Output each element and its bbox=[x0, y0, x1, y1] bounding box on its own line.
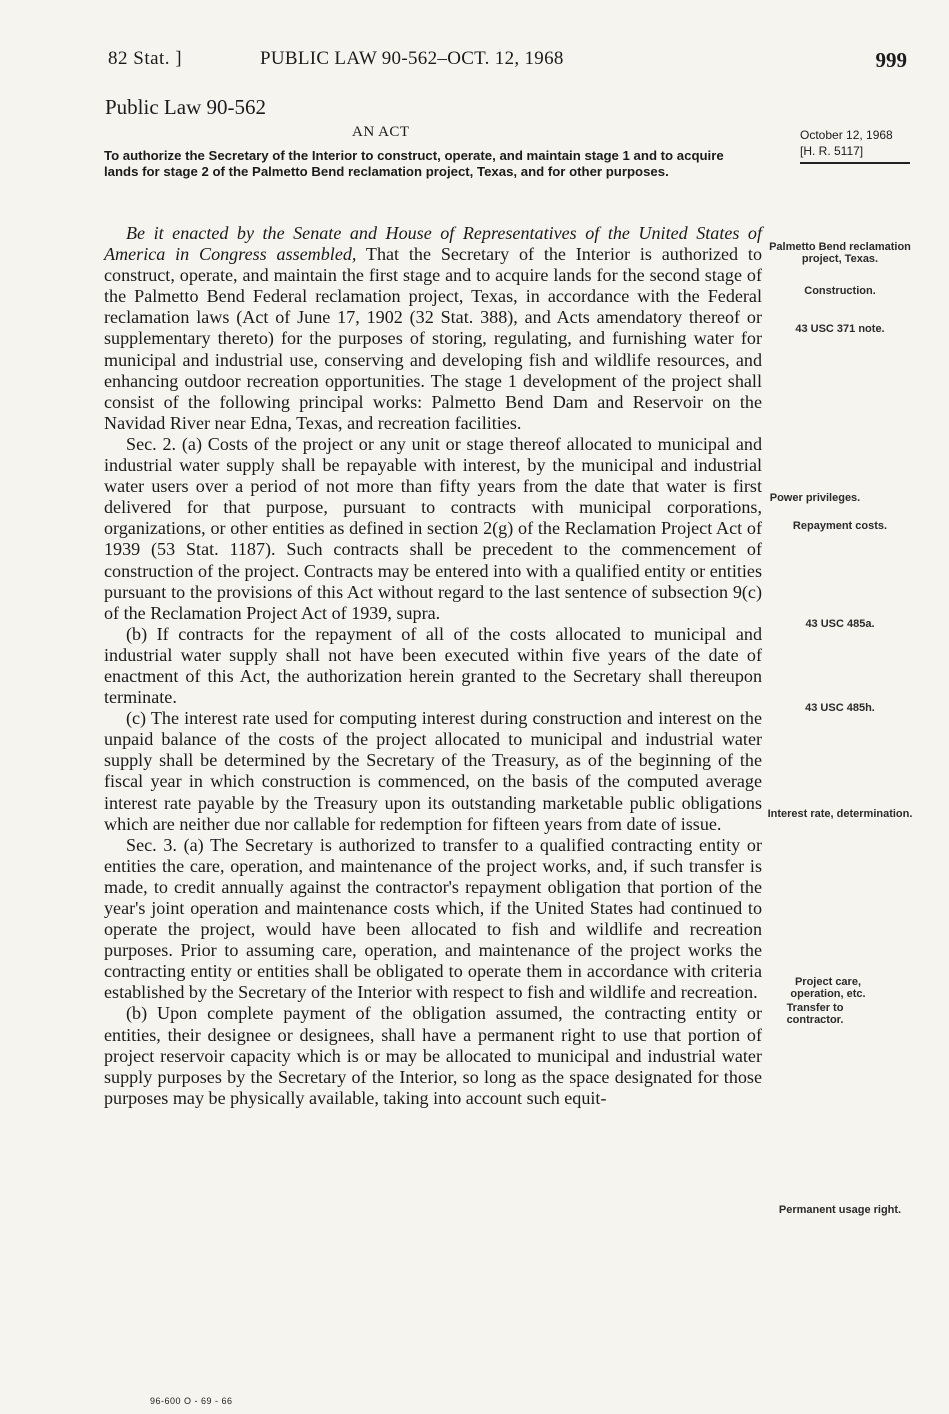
act-title: To authorize the Secretary of the Interior to construct, operate, and maintain stage 1 and to acquire lands for stage 2 of the Palmetto Bend reclamation project, Texas, and for other purposes. bbox=[104, 148, 724, 179]
section-1 bbox=[104, 223, 762, 434]
act-body bbox=[104, 223, 762, 1109]
margin-note-interest: Interest rate, determination. bbox=[767, 808, 913, 820]
margin-note-usc485a: 43 USC 485a. bbox=[805, 618, 875, 630]
margin-note-project-care: Project care, operation, etc. bbox=[790, 976, 866, 1000]
page-number: 999 bbox=[875, 48, 907, 72]
margin-note-construction: Construction. bbox=[804, 285, 876, 297]
margin-note-power: Power privileges. bbox=[769, 492, 861, 504]
section-2b: (b) If contracts for the repayment of all of the costs allocated to municipal and industrial water supply shall not have been executed within five years of the date of enactment of this Act, the authorization herein granted to the Secretary shall thereupon terminate. bbox=[104, 623, 762, 708]
running-title: PUBLIC LAW 90-562–OCT. 12, 1968 bbox=[260, 48, 564, 69]
an-act-heading: AN ACT bbox=[352, 124, 410, 140]
margin-note-usc371: 43 USC 371 note. bbox=[795, 323, 885, 335]
margin-note-transfer: Transfer to contractor. bbox=[786, 1002, 844, 1026]
section-1-text: That the Secretary of the Interior is authorized to construct, operate, and maintain the first stage and to acquire lands for the second stage of the Palmetto Bend Federal reclamation project, Texas, in accordance with the Federal reclamation laws (Act of June 17, 1902 (32 Stat. 388), and Acts amendatory thereof or supplementary thereto) for the purposes of storing, regulating, and furnishing water for municipal and industrial use, conserving and developing fish and wildlife resources, and enhancing outdoor recreation opportunities. The stage 1 development of the project shall consist of the following principal works: Palmetto Bend Dam and Reservoir on the Navidad River near Edna, Texas, and recreation facilities. bbox=[104, 244, 762, 433]
section-3b: (b) Upon complete payment of the obligation assumed, the contracting entity or entities, their designee or designees, shall have a permanent right to use that portion of project reservoir capacity which is or may be allocated to municipal and industrial water supply purposes by the Secretary of the Interior, so long as the space designated for those purposes may be physically available, taking into account such equit- bbox=[104, 1003, 762, 1108]
bill-number: [H. R. 5117] bbox=[800, 144, 864, 158]
date-rule bbox=[800, 162, 910, 164]
enactment-date: October 12, 1968 bbox=[800, 128, 893, 142]
margin-note-repayment: Repayment costs. bbox=[792, 520, 888, 532]
enacting-clause: Be it enacted by the Senate and House of Representatives of the United States of America in Congress assembled, bbox=[104, 223, 762, 265]
running-head bbox=[108, 48, 907, 78]
print-code: 96-600 O - 69 - 66 bbox=[150, 1396, 233, 1406]
margin-note-permanent: Permanent usage right. bbox=[778, 1204, 902, 1216]
section-3a: Sec. 3. (a) The Secretary is authorized to transfer to a qualified contracting entity or entities the care, operation, and maintenance of the project works, and, if such transfer is made, to credit annually against the contractor's repayment obligation that portion of the year's joint operation and maintenance costs which, if the United States had continued to operate the project, would have been allocated to fish and wildlife and recreation purposes. Prior to assuming care, operation, and maintenance of the project works the contracting entity or entities shall be obligated to operate them in accordance with criteria established by the Secretary of the Interior with respect to fish and wildlife and recreation. bbox=[104, 834, 762, 1003]
margin-note-usc485h: 43 USC 485h. bbox=[805, 702, 875, 714]
enactment-date-note bbox=[800, 127, 908, 164]
margin-note-palmetto: Palmetto Bend reclamation project, Texas. bbox=[769, 241, 911, 265]
law-number: Public Law 90-562 bbox=[105, 95, 266, 119]
section-2a: Sec. 2. (a) Costs of the project or any unit or stage thereof allocated to municipal and industrial water supply shall be repayable with interest, by the municipal and industrial water users over a period of not more than fifty years from the date that water is first delivered for that purpose, pursuant to contracts with municipal corporations, organizations, or other entities as defined in section 2(g) of the Reclamation Project Act of 1939 (53 Stat. 1187). Such contracts shall be precedent to the commencement of construction of the project. Contracts may be entered into with a qualified entity or entities pursuant to the provisions of this Act without regard to the last sentence of subsection 9(c) of the Reclamation Project Act of 1939, supra. bbox=[104, 433, 762, 623]
section-2c: (c) The interest rate used for computing interest during construction and interest on the unpaid balance of the costs of the project allocated to municipal and industrial water supply shall be determined by the Secretary of the Treasury, as of the beginning of the fiscal year in which construction is commenced, on the basis of the computed average interest rate payable by the Treasury upon its outstanding marketable public obligations which are neither due nor callable for redemption for fifteen years from date of issue. bbox=[104, 708, 762, 834]
statute-reference: 82 Stat. ] bbox=[108, 48, 183, 69]
